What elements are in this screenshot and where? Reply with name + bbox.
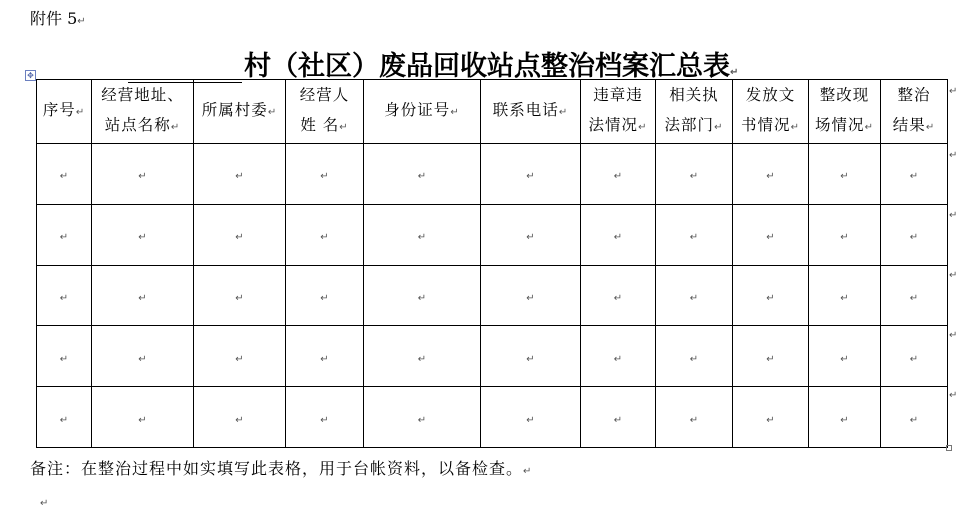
- cell-mark: ↵: [450, 107, 460, 118]
- cell-mark: ↵: [235, 292, 244, 304]
- table-cell[interactable]: [733, 326, 809, 387]
- cell-mark: ↵: [766, 353, 775, 365]
- header-line1: 所属村委: [201, 101, 268, 119]
- cell-mark: ↵: [840, 232, 849, 244]
- cell-mark: ↵: [417, 414, 427, 426]
- header-cell[interactable]: [581, 80, 656, 144]
- cell-mark: ↵: [417, 292, 427, 304]
- table-cell[interactable]: [286, 144, 364, 205]
- table-resize-handle[interactable]: [946, 445, 952, 451]
- cell-mark: ↵: [909, 171, 919, 183]
- cell-mark: ↵: [613, 353, 623, 365]
- summary-table: [36, 79, 948, 448]
- title-text: 村（社区）废品回收站点整治档案汇总表: [244, 51, 730, 82]
- cell-mark: ↵: [613, 414, 623, 426]
- table-cell[interactable]: [194, 387, 286, 448]
- header-line2: 书情况: [741, 116, 791, 134]
- header-cell[interactable]: [37, 80, 92, 144]
- table-cell[interactable]: [286, 326, 364, 387]
- table-cell[interactable]: [364, 265, 481, 326]
- table-cell[interactable]: [92, 387, 194, 448]
- cell-mark: ↵: [526, 353, 535, 365]
- table-cell[interactable]: [194, 326, 286, 387]
- header-line2: 场情况: [815, 116, 865, 134]
- header-line1: 违章违: [593, 86, 643, 104]
- cell-mark: ↵: [689, 414, 699, 426]
- cell-mark: ↵: [138, 292, 147, 304]
- table-cell[interactable]: [733, 265, 809, 326]
- cell-mark: ↵: [526, 292, 535, 304]
- cell-mark: ↵: [59, 414, 69, 426]
- table-cell[interactable]: [581, 265, 656, 326]
- table-cell[interactable]: [92, 326, 194, 387]
- table-cell[interactable]: [809, 387, 881, 448]
- header-line2: 法情况: [588, 116, 639, 134]
- paragraph-mark: ↵: [730, 67, 739, 78]
- table-cell[interactable]: [881, 326, 948, 387]
- cell-mark: ↵: [840, 292, 849, 304]
- table-cell[interactable]: [581, 204, 656, 265]
- cell-mark: ↵: [909, 353, 919, 365]
- cell-mark: ↵: [613, 292, 623, 304]
- table-cell[interactable]: [37, 326, 92, 387]
- table-cell[interactable]: [481, 144, 581, 205]
- table-cell[interactable]: [581, 144, 656, 205]
- cell-mark: ↵: [766, 232, 775, 244]
- cell-mark: ↵: [267, 107, 278, 118]
- cell-mark: ↵: [320, 171, 329, 183]
- table-cell[interactable]: [364, 204, 481, 265]
- cell-mark: ↵: [417, 232, 427, 244]
- paragraph-mark: ↵: [40, 498, 49, 509]
- cell-mark: ↵: [925, 122, 936, 133]
- row-end-mark: ↵: [949, 86, 958, 97]
- attachment-label: 附件 5↵: [30, 9, 86, 28]
- header-line1: 联系电话: [492, 101, 559, 119]
- cell-mark: ↵: [417, 171, 427, 183]
- table-row: [37, 326, 948, 387]
- table-cell[interactable]: [881, 144, 948, 205]
- table-move-handle-icon[interactable]: ✥: [25, 70, 36, 81]
- table-cell[interactable]: [581, 326, 656, 387]
- cell-mark: ↵: [138, 171, 147, 183]
- cell-mark: ↵: [138, 353, 147, 365]
- header-line1: 身份证号: [384, 101, 451, 119]
- table-cell[interactable]: [364, 387, 481, 448]
- header-cell[interactable]: [656, 80, 733, 144]
- cell-mark: ↵: [526, 232, 535, 244]
- cell-mark: ↵: [840, 353, 849, 365]
- table-cell[interactable]: [92, 144, 194, 205]
- row-end-mark: ↵: [949, 270, 958, 281]
- row-end-mark: ↵: [949, 150, 958, 161]
- table-cell[interactable]: [364, 144, 481, 205]
- cell-mark: ↵: [138, 232, 147, 244]
- table-cell[interactable]: [656, 326, 733, 387]
- table-cell[interactable]: [656, 387, 733, 448]
- row-end-mark: ↵: [949, 330, 958, 341]
- header-cell[interactable]: [286, 80, 364, 144]
- header-line1: 发放文: [745, 86, 796, 104]
- cell-mark: ↵: [613, 232, 623, 244]
- header-cell[interactable]: [92, 80, 194, 144]
- table-cell[interactable]: [481, 387, 581, 448]
- cell-mark: ↵: [75, 107, 86, 118]
- cell-mark: ↵: [235, 232, 244, 244]
- cell-mark: ↵: [320, 353, 329, 365]
- header-cell[interactable]: [194, 80, 286, 144]
- table-cell[interactable]: [733, 144, 809, 205]
- cell-mark: ↵: [638, 122, 648, 133]
- cell-mark: ↵: [613, 171, 623, 183]
- cell-mark: ↵: [59, 292, 69, 304]
- row-end-mark: ↵: [949, 390, 958, 401]
- cell-mark: ↵: [417, 353, 427, 365]
- paragraph-mark: ↵: [77, 16, 86, 27]
- header-line1: 相关执: [669, 86, 719, 104]
- cell-mark: ↵: [840, 414, 849, 426]
- cell-mark: ↵: [689, 292, 699, 304]
- table-cell[interactable]: [364, 326, 481, 387]
- header-line2: 站点名称: [104, 116, 171, 134]
- header-cell[interactable]: [809, 80, 881, 144]
- table-cell[interactable]: [581, 387, 656, 448]
- table-cell[interactable]: [881, 265, 948, 326]
- header-cell[interactable]: [364, 80, 481, 144]
- table-cell[interactable]: [37, 265, 92, 326]
- paragraph-mark: ↵: [523, 466, 533, 477]
- table-cell[interactable]: [194, 144, 286, 205]
- table-row: [37, 265, 948, 326]
- header-line1: 整治: [897, 86, 931, 104]
- table-row: [37, 204, 948, 265]
- header-line1: 整改现: [819, 86, 870, 104]
- cell-mark: ↵: [170, 122, 181, 133]
- cell-mark: ↵: [766, 292, 775, 304]
- table-cell[interactable]: [194, 204, 286, 265]
- table-cell[interactable]: [286, 265, 364, 326]
- table-cell[interactable]: [656, 204, 733, 265]
- table-cell[interactable]: [481, 326, 581, 387]
- table-cell[interactable]: [37, 387, 92, 448]
- cell-mark: ↵: [59, 232, 69, 244]
- cell-mark: ↵: [689, 171, 699, 183]
- cell-mark: ↵: [526, 171, 535, 183]
- table-cell[interactable]: [37, 204, 92, 265]
- table-cell[interactable]: [881, 387, 948, 448]
- header-line1: 经营人: [299, 86, 350, 104]
- table-cell[interactable]: [881, 204, 948, 265]
- table-cell[interactable]: [656, 265, 733, 326]
- table-cell[interactable]: [481, 204, 581, 265]
- cell-mark: ↵: [138, 414, 147, 426]
- table-cell[interactable]: [809, 204, 881, 265]
- cell-mark: ↵: [766, 171, 775, 183]
- table-row: [37, 144, 948, 205]
- table-cell[interactable]: [733, 387, 809, 448]
- table-cell[interactable]: [92, 265, 194, 326]
- cell-mark: ↵: [235, 414, 244, 426]
- cell-mark: ↵: [320, 414, 329, 426]
- header-cell[interactable]: [733, 80, 809, 144]
- table-cell[interactable]: [733, 204, 809, 265]
- cell-mark: ↵: [235, 171, 244, 183]
- table-cell[interactable]: [286, 387, 364, 448]
- table-cell[interactable]: [92, 204, 194, 265]
- note-text: 备注：在整治过程中如实填写此表格，用于台帐资料，以备检查。↵: [30, 459, 533, 478]
- cell-mark: ↵: [714, 122, 724, 133]
- cell-mark: ↵: [320, 292, 329, 304]
- header-row: [37, 80, 948, 144]
- cell-mark: ↵: [909, 414, 919, 426]
- cell-mark: ↵: [526, 414, 535, 426]
- cell-mark: ↵: [320, 232, 329, 244]
- cell-mark: ↵: [339, 122, 349, 133]
- table-cell[interactable]: [481, 265, 581, 326]
- cell-mark: ↵: [689, 353, 699, 365]
- header-line1: 序号: [42, 101, 76, 119]
- document-title: [128, 44, 738, 83]
- table-cell[interactable]: [286, 204, 364, 265]
- row-end-mark: ↵: [949, 210, 958, 221]
- cell-mark: ↵: [59, 353, 69, 365]
- cell-mark: ↵: [235, 353, 244, 365]
- header-line2: 姓 名: [300, 116, 340, 134]
- table-cell[interactable]: [194, 265, 286, 326]
- header-line2: 结果: [892, 116, 926, 134]
- table-cell[interactable]: [809, 144, 881, 205]
- cell-mark: ↵: [59, 171, 69, 183]
- header-line1: 经营地址、: [101, 86, 184, 104]
- cell-mark: ↵: [558, 107, 569, 118]
- table-cell[interactable]: [656, 144, 733, 205]
- header-cell[interactable]: [881, 80, 948, 144]
- table-cell[interactable]: [37, 144, 92, 205]
- header-line2: 法部门: [664, 116, 715, 134]
- cell-mark: ↵: [909, 232, 919, 244]
- cell-mark: ↵: [840, 171, 849, 183]
- table-cell[interactable]: [809, 265, 881, 326]
- cell-mark: ↵: [909, 292, 919, 304]
- table-cell[interactable]: [809, 326, 881, 387]
- cell-mark: ↵: [689, 232, 699, 244]
- cell-mark: ↵: [864, 122, 874, 133]
- table-row: [37, 387, 948, 448]
- header-cell[interactable]: [481, 80, 581, 144]
- cell-mark: ↵: [766, 414, 775, 426]
- cell-mark: ↵: [790, 122, 800, 133]
